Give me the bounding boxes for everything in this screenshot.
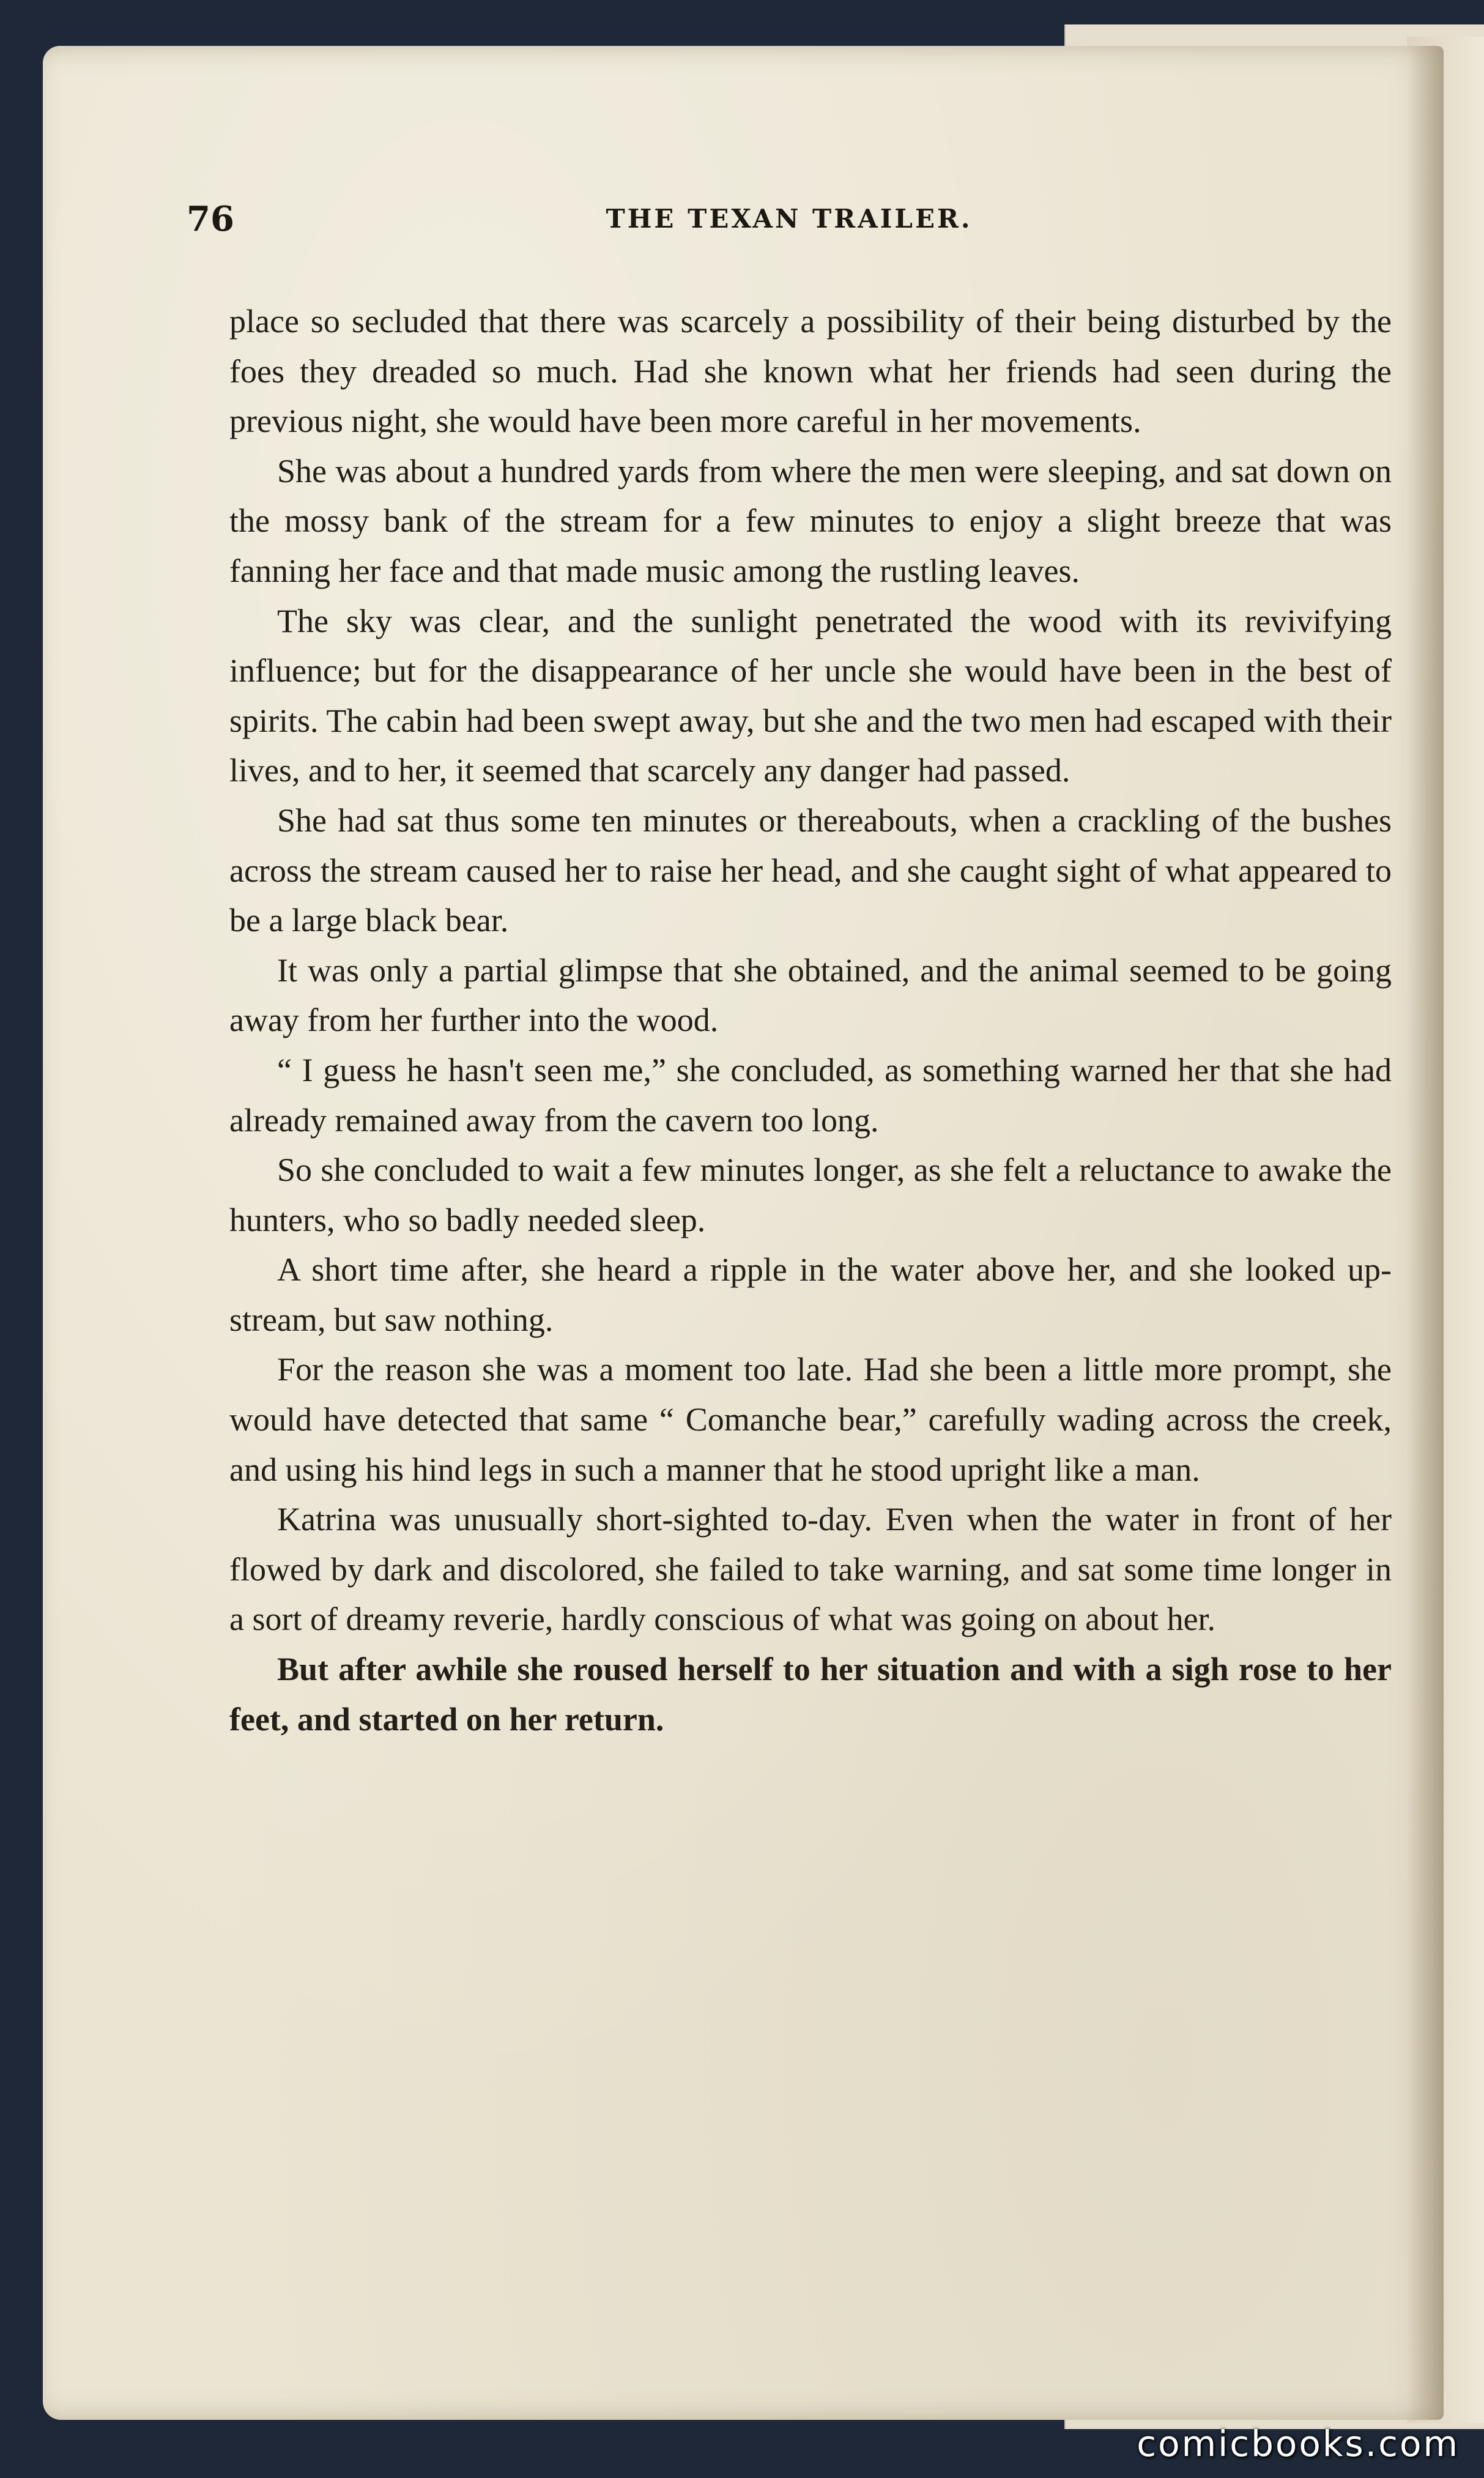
- paragraph: For the reason she was a moment too late. Had she been a little more prompt, she would have detected that same “ Comanche bear,” carefully wading across the creek, and using his hind legs in such a manner that he stood upright like a man.: [229, 1351, 1392, 1488]
- paragraph: place so secluded that there was scarcely a possibility of their being disturbed by the foes they dreaded so much. Had she known what her friends had seen during the previous night, she would have been more careful in her movements.: [229, 303, 1392, 440]
- binding-gutter: [1407, 46, 1444, 2420]
- paragraph: The sky was clear, and the sunlight penetrated the wood with its revivifying influence; but for the disappearance of her uncle she would have been in the best of spirits. The cabin had been swept away, but she and the two men had escaped with their lives, and to her, it seemed that scarcely any danger had passed.: [229, 602, 1392, 789]
- paragraph: A short time after, she heard a ripple in the water above her, and she looked up-stream, but saw nothing.: [229, 1251, 1392, 1338]
- page-number: 76: [187, 199, 234, 239]
- paragraph: She was about a hundred yards from where the men were sleeping, and sat down on the mossy bank of the stream for a few minutes to enjoy a slight breeze that was fanning her face and that made music among the rustling leaves.: [229, 452, 1392, 589]
- watermark: comicbooks.com: [1137, 2423, 1460, 2465]
- body-text: [229, 297, 1392, 1744]
- running-head: THE TEXAN TRAILER.: [606, 204, 973, 234]
- page-header: [187, 199, 1392, 254]
- paragraph: But after awhile she roused herself to her situation and with a sigh rose to her feet, and started on her return.: [229, 1651, 1392, 1738]
- paragraph: It was only a partial glimpse that she obtained, and the animal seemed to be going away from her further into the wood.: [229, 951, 1392, 1039]
- paragraph: So she concluded to wait a few minutes longer, as she felt a reluctance to awake the hunters, who so badly needed sleep.: [229, 1152, 1392, 1238]
- paragraph: She had sat thus some ten minutes or thereabouts, when a crackling of the bushes across the stream caused her to raise her head, and she caught sight of what appeared to be a large black bear.: [229, 802, 1392, 939]
- paragraph: Katrina was unusually short-sighted to-day. Even when the water in front of her flowed by dark and discolored, she failed to take warning, and sat some time longer in a sort of dreamy reverie, hardly conscious of what was going on about her.: [229, 1501, 1392, 1638]
- paragraph: “ I guess he hasn't seen me,” she concluded, as something warned her that she had already remained away from the cavern too long.: [229, 1051, 1392, 1139]
